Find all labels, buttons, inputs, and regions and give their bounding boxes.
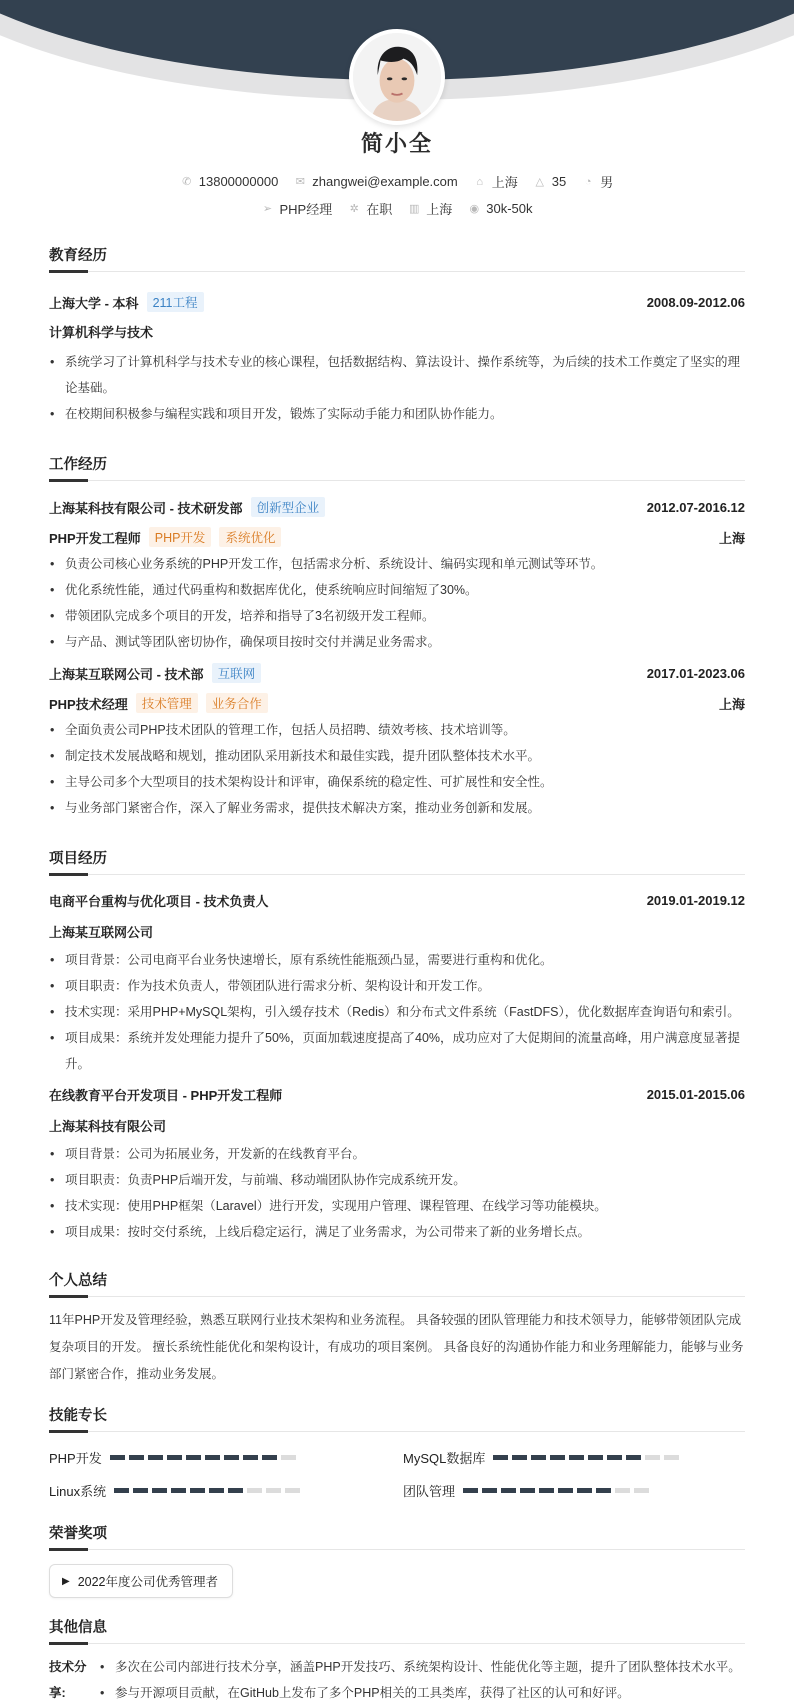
list-item: • 项目背景：公司电商平台业务快速增长，原有系统性能瓶颈凸显，需要进行重构和优化。 [49, 947, 745, 973]
coin-icon: ◉ [469, 203, 480, 215]
gear-icon: ✲ [349, 203, 359, 215]
resume-content [49, 244, 745, 1706]
honors-title: 荣誉奖项 [49, 1522, 745, 1550]
building-icon: ▥ [409, 203, 420, 215]
skill-segment [539, 1488, 554, 1493]
phone-icon: ✆ [182, 176, 192, 188]
age-value: 35 [551, 174, 567, 189]
project-company [49, 1116, 745, 1135]
skill-segment [129, 1455, 144, 1460]
role-tag: PHP开发 [149, 527, 212, 547]
project-header [49, 891, 745, 910]
skill-segment [190, 1488, 205, 1493]
work-section [49, 453, 745, 821]
email-info [294, 172, 457, 191]
skill-segment [501, 1488, 516, 1493]
skill-name: PHP开发 [49, 1451, 102, 1466]
skill-segment [262, 1455, 277, 1460]
major [49, 322, 745, 341]
project-company [49, 922, 745, 941]
home-icon: ⌂ [476, 175, 484, 188]
list-item: • 系统学习了计算机科学与技术专业的核心课程，包括数据结构、算法设计、操作系统等，为后续的技术工作奠定了坚实的理论基础。 [49, 349, 745, 401]
projects-title: 项目经历 [49, 847, 745, 875]
education-title: 教育经历 [49, 244, 745, 272]
skill-segment [577, 1488, 592, 1493]
list-item: • 全面负责公司PHP技术团队的管理工作，包括人员招聘、绩效考核、技术培训等。 [49, 717, 745, 743]
list-item: • 带领团队完成多个项目的开发，培养和指导了3名初级开发工程师。 [49, 603, 745, 629]
work-date: 2017.01-2023.06 [646, 665, 745, 681]
education-section [49, 244, 745, 427]
work-role-row [49, 527, 745, 547]
work-bullets [49, 551, 745, 655]
summary-text: 11年PHP开发及管理经验，熟悉互联网行业技术架构和业务流程。 具备较强的团队管理能力和技术领导力，能够带领团队完成复杂项目的开发。 擅长系统性能优化和架构设计，有成功的项目案例。 具备良好的沟通协作能力和业务理解能力，能够与业务部门紧密合作，推动业务发展。 [49, 1313, 744, 1381]
age-info [534, 172, 566, 191]
skill-segment [482, 1488, 497, 1493]
skill-segment [205, 1455, 220, 1460]
tech-sharing-bullets [99, 1654, 745, 1706]
project-company-text: 上海某互联网公司 [49, 925, 154, 940]
summary-section [49, 1269, 745, 1388]
skill-item [49, 1448, 403, 1467]
skills-title: 技能专长 [49, 1404, 745, 1432]
tech-sharing-label: 技术分享: [49, 1660, 87, 1700]
company-tag: 互联网 [212, 663, 262, 683]
skill-segment [228, 1488, 243, 1493]
award-item[interactable] [49, 1564, 233, 1598]
skill-segment [114, 1488, 129, 1493]
list-item: • 多次在公司内部进行技术分享，涵盖PHP开发技巧、系统架构设计、性能优化等主题，提升了团队整体技术水平。 [99, 1654, 745, 1680]
skill-segment [247, 1488, 262, 1493]
list-item: • 项目成果：按时交付系统，上线后稳定运行，满足了业务需求，为公司带来了新的业务增长点。 [49, 1219, 745, 1245]
list-item: • 项目成果：系统并发处理能力提升了50%，页面加载速度提高了40%，成功应对了大促期间的流量高峰，用户满意度显著提升。 [49, 1025, 745, 1077]
skill-segment [615, 1488, 630, 1493]
skill-segment [171, 1488, 186, 1493]
skill-segment [531, 1455, 546, 1460]
skill-segment [148, 1455, 163, 1460]
list-item: • 主导公司多个大型项目的技术架构设计和评审，确保系统的稳定性、可扩展性和安全性。 [49, 769, 745, 795]
list-item: • 负责公司核心业务系统的PHP开发工作，包括需求分析、系统设计、编码实现和单元测试等环节。 [49, 551, 745, 577]
project-company-text: 上海某科技有限公司 [49, 1119, 167, 1134]
skill-level-bar [110, 1455, 296, 1460]
skill-segment [209, 1488, 224, 1493]
skill-segment [110, 1455, 125, 1460]
work-location: 上海 [718, 530, 745, 546]
status-info [348, 199, 392, 218]
target-city-value: 上海 [426, 202, 453, 217]
list-item: • 与产品、测试等团队密切协作，确保项目按时交付并满足业务需求。 [49, 629, 745, 655]
honors-section [49, 1522, 745, 1598]
list-item: • 制定技术发展战略和规划，推动团队采用新技术和最佳实践，提升团队整体技术水平。 [49, 743, 745, 769]
list-item: • 项目背景：公司为拓展业务，开发新的在线教育平台。 [49, 1141, 745, 1167]
skill-segment [285, 1488, 300, 1493]
work-entry-header [49, 497, 745, 517]
list-item: • 在校期间积极参与编程实践和项目开发，锻炼了实际动手能力和团队协作能力。 [49, 401, 745, 427]
role-tag: 业务合作 [206, 693, 268, 713]
skill-segment [664, 1455, 679, 1460]
list-item: • 参与开源项目贡献，在GitHub上发布了多个PHP相关的工具类库，获得了社区的认可和好评。 [99, 1680, 745, 1706]
skill-level-bar [463, 1488, 649, 1493]
skill-item [403, 1481, 743, 1500]
status-value: 在职 [366, 202, 393, 217]
work-location: 上海 [718, 696, 745, 712]
skill-segment [463, 1488, 478, 1493]
tech-sharing-row [49, 1654, 745, 1706]
skill-segment [607, 1455, 622, 1460]
skill-name: Linux系统 [49, 1484, 107, 1499]
company-name: 上海某互联网公司 - 技术部 [49, 666, 204, 682]
gender-info [582, 172, 613, 191]
skill-level-bar [114, 1488, 300, 1493]
skill-name: 团队管理 [403, 1484, 456, 1499]
position-value: PHP经理 [279, 202, 333, 217]
education-bullets [49, 349, 745, 427]
school-name: 上海大学 - 本科 [49, 295, 139, 311]
skill-segment [550, 1455, 565, 1460]
project-bullets [49, 947, 745, 1077]
list-item: • 技术实现：采用PHP+MySQL架构，引入缓存技术（Redis）和分布式文件系统（FastDFS），优化数据库查询语句和索引。 [49, 999, 745, 1025]
skills-section [49, 1404, 745, 1500]
mail-icon: ✉ [295, 176, 305, 188]
role-title: PHP开发工程师 [49, 530, 141, 546]
skill-segment [266, 1488, 281, 1493]
education-entry-header [49, 292, 745, 312]
list-item: • 技术实现：使用PHP框架（Laravel）进行开发，实现用户管理、课程管理、在线学习等功能模块。 [49, 1193, 745, 1219]
skill-item [49, 1481, 403, 1500]
age-icon: △ [535, 176, 544, 188]
gender-icon: ◔ [584, 175, 592, 188]
list-item: • 优化系统性能，通过代码重构和数据库优化，使系统响应时间缩短了30%。 [49, 577, 745, 603]
gender-value: 男 [600, 175, 614, 190]
company-tag: 创新型企业 [251, 497, 326, 517]
project-header [49, 1085, 745, 1104]
major-text: 计算机科学与技术 [49, 325, 154, 340]
skill-segment [281, 1455, 296, 1460]
send-icon: ➢ [262, 203, 273, 215]
skill-segment [133, 1488, 148, 1493]
project-date: 2015.01-2015.06 [646, 1087, 745, 1102]
skill-segment [243, 1455, 258, 1460]
project-name: 在线教育平台开发项目 - PHP开发工程师 [49, 1088, 283, 1103]
list-item: • 项目职责：负责PHP后端开发，与前端、移动端团队协作完成系统开发。 [49, 1167, 745, 1193]
skill-item [403, 1448, 743, 1467]
skill-segment [596, 1488, 611, 1493]
skill-segment [569, 1455, 584, 1460]
project-date: 2019.01-2019.12 [646, 893, 745, 908]
skill-segment [634, 1488, 649, 1493]
phone-info [181, 172, 279, 191]
company-name: 上海某科技有限公司 - 技术研发部 [49, 500, 243, 516]
skill-segment [167, 1455, 182, 1460]
education-date: 2008.09-2012.06 [646, 294, 745, 310]
other-section [49, 1616, 745, 1706]
role-tag: 系统优化 [219, 527, 281, 547]
contact-info-row [0, 172, 794, 191]
caret-right-icon: ▶ [62, 1575, 70, 1587]
salary-info [468, 199, 532, 218]
phone-value: 13800000000 [198, 174, 279, 189]
role-tag: 技术管理 [136, 693, 198, 713]
skill-segment [520, 1488, 535, 1493]
email-value: zhangwei@example.com [312, 174, 458, 189]
skill-segment [588, 1455, 603, 1460]
summary-title: 个人总结 [49, 1269, 745, 1297]
skill-segment [512, 1455, 527, 1460]
other-title: 其他信息 [49, 1616, 745, 1644]
skill-segment [493, 1455, 508, 1460]
work-entry-header [49, 663, 745, 683]
target-city-info [408, 199, 452, 218]
skill-segment [186, 1455, 201, 1460]
list-item: • 与业务部门紧密合作，深入了解业务需求，提供技术解决方案，推动业务创新和发展。 [49, 795, 745, 821]
skill-segment [224, 1455, 239, 1460]
skill-segment [626, 1455, 641, 1460]
skill-level-bar [493, 1455, 679, 1460]
project-bullets [49, 1141, 745, 1245]
skill-segment [558, 1488, 573, 1493]
work-role-row [49, 693, 745, 713]
skill-segment [152, 1488, 167, 1493]
work-title: 工作经历 [49, 453, 745, 481]
award-text: 2022年度公司优秀管理者 [77, 1575, 219, 1589]
skills-grid [49, 1448, 745, 1500]
city-value: 上海 [491, 175, 518, 190]
skill-name: MySQL数据库 [403, 1451, 486, 1466]
work-bullets [49, 717, 745, 821]
city-info [474, 172, 518, 191]
work-date: 2012.07-2016.12 [646, 499, 745, 515]
projects-section [49, 847, 745, 1245]
skill-segment [645, 1455, 660, 1460]
list-item: • 项目职责：作为技术负责人，带领团队进行需求分析、架构设计和开发工作。 [49, 973, 745, 999]
school-tag: 211工程 [147, 292, 204, 312]
candidate-name: 简小全 [360, 131, 433, 156]
avatar-photo-icon [353, 33, 441, 121]
job-intent-row [0, 199, 794, 218]
role-title: PHP技术经理 [49, 696, 128, 712]
project-name: 电商平台重构与优化项目 - 技术负责人 [49, 894, 269, 909]
salary-value: 30k-50k [486, 201, 533, 216]
avatar [349, 29, 445, 125]
position-info [261, 199, 332, 218]
